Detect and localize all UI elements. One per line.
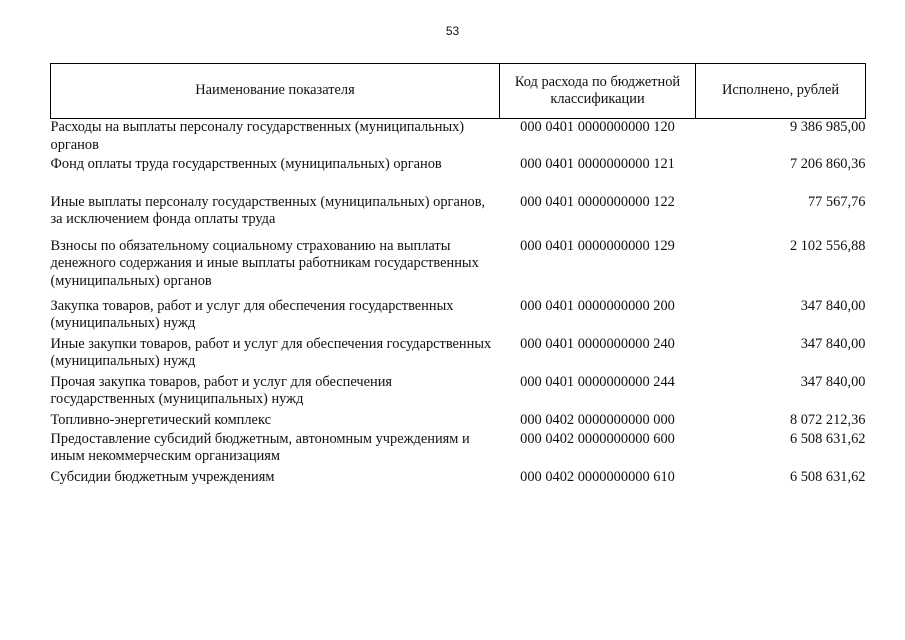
executed-amount: 347 840,00 xyxy=(800,297,866,314)
indicator-name: Иные закупки товаров, работ и услуг для обеспечения государственных (муниципальных) нужд xyxy=(50,335,492,369)
budget-code: 000 0401 0000000000 120 xyxy=(520,119,675,135)
budget-code: 000 0401 0000000000 244 xyxy=(520,373,675,390)
indicator-name: Прочая закупка товаров, работ и услуг для обеспечения государственных (муниципальных) нужд xyxy=(50,373,393,407)
indicator-name: Расходы на выплаты персоналу государственных (муниципальных) органов xyxy=(50,119,465,153)
table-row xyxy=(51,336,866,374)
executed-amount: 8 072 212,36 xyxy=(789,411,866,428)
executed-amount: 6 508 631,62 xyxy=(789,430,866,447)
executed-amount: 347 840,00 xyxy=(800,335,866,352)
table-row xyxy=(51,156,866,194)
table-row xyxy=(51,431,866,469)
indicator-name: Фонд оплаты труда государственных (муниципальных) органов xyxy=(50,155,442,172)
budget-code: 000 0401 0000000000 240 xyxy=(520,335,675,352)
executed-amount: 9 386 985,00 xyxy=(789,119,866,135)
table-row xyxy=(51,374,866,412)
table-row xyxy=(51,119,866,156)
table-row xyxy=(51,238,866,298)
table-header-row xyxy=(51,64,866,119)
executed-amount: 2 102 556,88 xyxy=(789,237,866,254)
budget-table xyxy=(50,63,866,488)
executed-amount: 77 567,76 xyxy=(807,193,866,210)
budget-code: 000 0402 0000000000 000 xyxy=(520,411,675,428)
budget-code: 000 0401 0000000000 122 xyxy=(520,193,675,210)
budget-code: 000 0402 0000000000 600 xyxy=(520,430,675,447)
header-executed-amount: Исполнено, рублей xyxy=(696,64,866,119)
table-row xyxy=(51,298,866,336)
header-budget-code: Код расхода по бюджетной классификации xyxy=(500,64,696,119)
table-row xyxy=(51,194,866,238)
executed-amount: 7 206 860,36 xyxy=(789,155,866,172)
header-indicator-name: Наименование показателя xyxy=(51,64,500,119)
budget-code: 000 0402 0000000000 610 xyxy=(520,468,675,485)
budget-code: 000 0401 0000000000 129 xyxy=(520,237,675,254)
table-row xyxy=(51,469,866,488)
executed-amount: 6 508 631,62 xyxy=(789,468,866,485)
indicator-name: Закупка товаров, работ и услуг для обеспечения государственных (муниципальных) нужд xyxy=(50,297,454,331)
table-row xyxy=(51,412,866,431)
indicator-name: Взносы по обязательному социальному страхованию на выплаты денежного содержания и иные выплаты работникам государственных (муниципальных) органов xyxy=(50,237,479,289)
budget-code: 000 0401 0000000000 121 xyxy=(520,155,675,172)
indicator-name: Топливно-энергетический комплекс xyxy=(50,411,271,428)
budget-code: 000 0401 0000000000 200 xyxy=(520,297,675,314)
indicator-name: Субсидии бюджетным учреждениям xyxy=(50,468,275,485)
executed-amount: 347 840,00 xyxy=(800,373,866,390)
indicator-name: Иные выплаты персоналу государственных (муниципальных) органов, за исключением фонда оплаты труда xyxy=(50,193,486,227)
indicator-name: Предоставление субсидий бюджетным, автономным учреждениям и иным некоммерческим организациям xyxy=(50,430,470,464)
page-number: 53 xyxy=(445,24,460,38)
